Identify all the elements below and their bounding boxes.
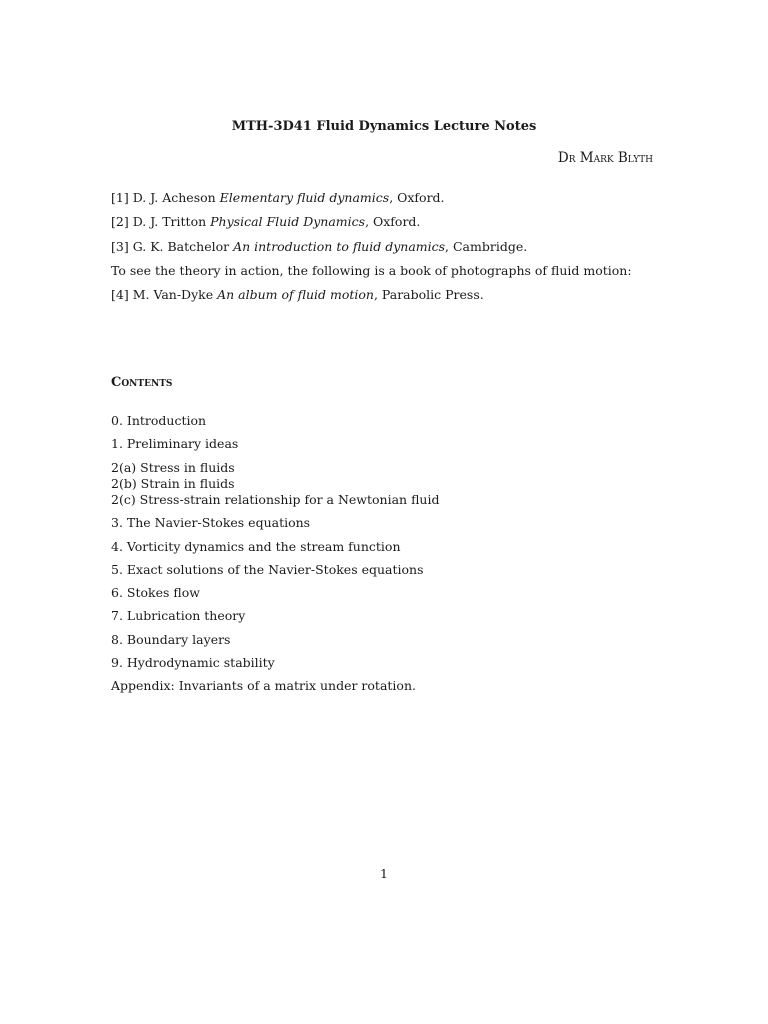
contents-item: 9. Hydrodynamic stability <box>111 654 275 670</box>
reference-marker: [1] <box>111 190 129 205</box>
contents-item: 2(c) Stress-strain relationship for a Newtonian fluid <box>111 492 440 507</box>
photographs-note: To see the theory in action, the following is a book of photographs of fluid motion: <box>111 262 632 278</box>
contents-item: 1. Preliminary ideas <box>111 436 239 452</box>
contents-item: Appendix: Invariants of a matrix under rotation. <box>111 678 416 693</box>
reference-item <box>111 239 671 255</box>
reference-marker: [4] <box>111 287 129 302</box>
contents-item: 2(b) Strain in fluids <box>111 475 235 491</box>
reference-author: G. K. Batchelor <box>132 238 230 254</box>
contents-item: 5. Exact solutions of the Navier-Stokes equations <box>111 561 424 577</box>
reference-publisher: , Oxford. <box>389 190 445 205</box>
contents-item: 4. Vorticity dynamics and the stream function <box>111 538 401 554</box>
reference-title: Elementary fluid dynamics <box>219 190 390 205</box>
contents-item: 2(a) Stress in fluids <box>111 459 235 475</box>
reference-publisher: , Cambridge. <box>445 238 528 254</box>
reference-author: D. J. Acheson <box>132 190 216 205</box>
references-list <box>111 190 671 311</box>
contents-item: 3. The Navier-Stokes equations <box>111 515 311 531</box>
contents-item: 6. Stokes flow <box>111 585 200 600</box>
reference-publisher: , Oxford. <box>365 214 421 230</box>
reference-author: M. Van-Dyke <box>132 287 214 302</box>
reference-title: An introduction to fluid dynamics <box>233 238 446 254</box>
contents-item: 7. Lubrication theory <box>111 608 246 624</box>
reference-title: Physical Fluid Dynamics <box>210 214 366 230</box>
reference-marker: [2] <box>111 214 129 230</box>
reference-item <box>111 190 671 206</box>
reference-item <box>111 214 671 230</box>
reference-title: An album of fluid motion <box>217 287 374 302</box>
reference-publisher: , Parabolic Press. <box>373 287 484 302</box>
reference-item <box>111 287 671 303</box>
contents-list <box>111 413 671 694</box>
contents-item: 0. Introduction <box>111 413 207 428</box>
page-number: 1 <box>380 866 388 881</box>
reference-author: D. J. Tritton <box>132 214 207 230</box>
reference-marker: [3] <box>111 238 129 254</box>
contents-item: 8. Boundary layers <box>111 631 231 647</box>
author-name: Dr Mark Blyth <box>557 150 653 166</box>
contents-heading: Contents <box>111 375 173 390</box>
document-title: MTH-3D41 Fluid Dynamics Lecture Notes <box>231 119 537 134</box>
